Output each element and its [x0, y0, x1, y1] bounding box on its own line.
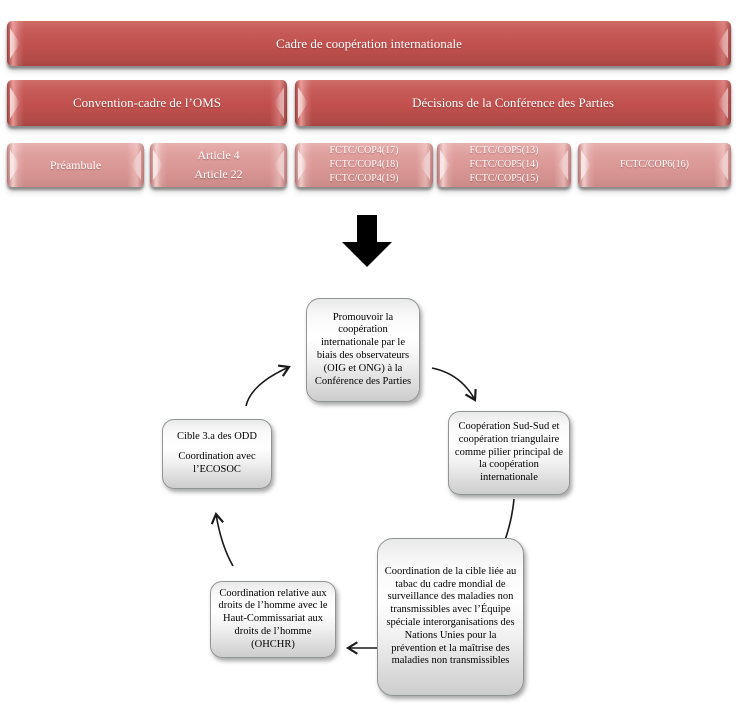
leaf-box-preambule [7, 143, 144, 187]
leaf-line: FCTC/COP4(18) [329, 159, 399, 171]
cycle-node-south-south-cooperation [448, 411, 570, 495]
leaf-line: FCTC/COP4(19) [329, 172, 399, 184]
framework-root-box [7, 21, 731, 66]
node-text: Cible 3.a des ODD [177, 431, 257, 443]
cycle-node-ncd-surveillance-coordination [377, 538, 524, 696]
leaf-line: Article 4 [197, 148, 240, 163]
connector-south-to-ncd [505, 499, 514, 540]
node-text: Coordination relative aux droits de l’homme avec le Haut-Commissariat aux droits de l’homme (OHCHR) [218, 587, 328, 650]
cycle-node-sdg-ecosoc [162, 419, 272, 489]
leaf-line: Préambule [49, 157, 102, 172]
arrow-promote-to-south [432, 368, 475, 400]
leaf-line: FCTC/COP6(16) [620, 159, 689, 171]
leaf-line: FCTC/COP5(13) [469, 145, 539, 157]
framework-root-label: Cadre de coopération internationale [276, 35, 462, 51]
leaf-line: FCTC/COP5(14) [469, 159, 539, 171]
leaf-line: Article 22 [194, 167, 243, 181]
cycle-node-promote-cooperation [306, 298, 420, 402]
node-text: Coordination avec l’ECOSOC [178, 451, 256, 475]
cycle-node-human-rights-coordination [210, 581, 336, 658]
arrow-ohchr-to-odd [216, 514, 233, 566]
pillar-box-decisions-cop [295, 80, 731, 126]
leaf-box-cop4-decisions [295, 143, 433, 187]
leaf-box-articles [150, 143, 287, 187]
pillar-label: Décisions de la Conférence des Parties [412, 95, 614, 110]
pillar-box-convention-cadre [7, 80, 287, 126]
leaf-line: FCTC/COP5(15) [469, 172, 539, 184]
pillar-label: Convention-cadre de l’OMS [72, 95, 222, 110]
leaf-box-cop5-decisions [437, 143, 571, 187]
down-arrow-icon [342, 215, 392, 267]
node-text: Coordination de la cible liée au tabac du cadre mondial de surveillance des maladies non transmissibles avec l’Équipe spéciale interorganisations des Nations Unies pour la prévention et la maîtrise des maladies non transmissibles [384, 565, 517, 667]
leaf-box-cop6-decision [578, 143, 731, 187]
node-text: Coopération Sud-Sud et coopération triangulaire comme pilier principal de la coopération internationale [454, 421, 564, 484]
arrow-odd-to-promote [246, 367, 289, 406]
node-text: Promouvoir la coopération internationale par le biais des observateurs (OIG et ONG) à la Conférence des Parties [314, 311, 412, 387]
leaf-line: FCTC/COP4(17) [329, 145, 399, 157]
